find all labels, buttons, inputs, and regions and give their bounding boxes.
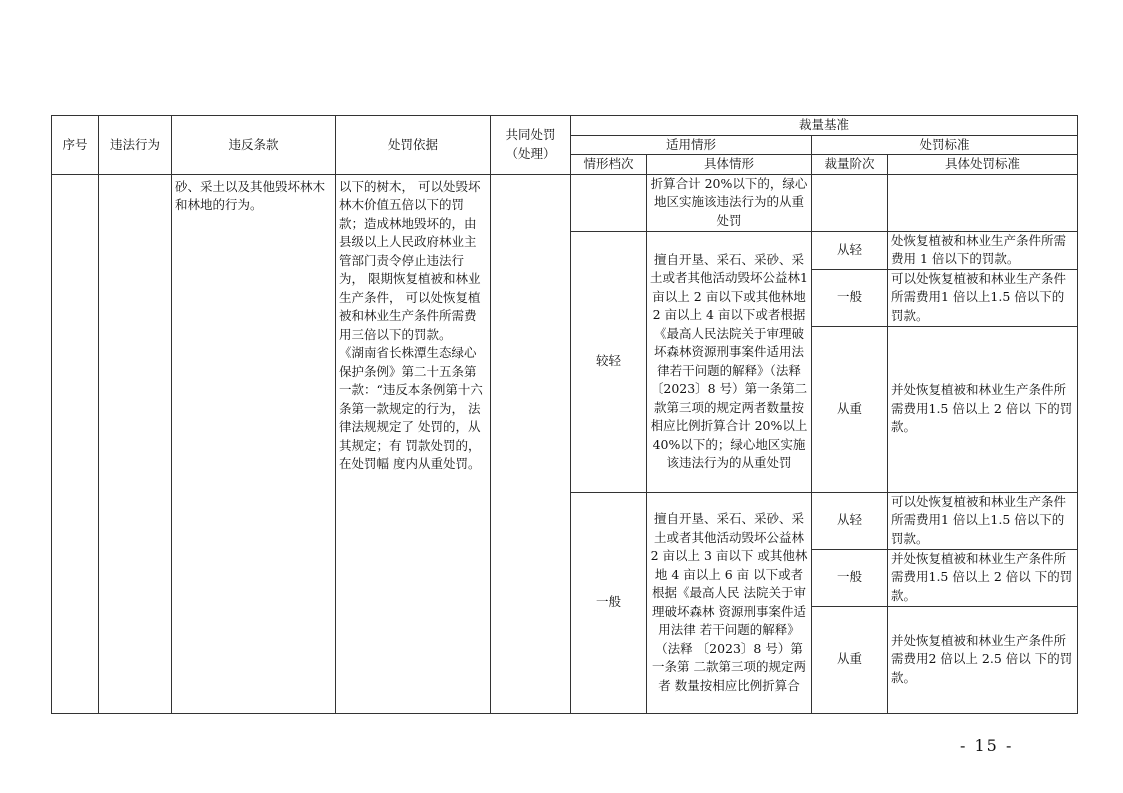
cell-joint-penalty bbox=[491, 174, 571, 713]
cell-level: 从轻 bbox=[812, 231, 888, 269]
cell-standard: 并处恢复植被和林业生产条件所需费用1.5 倍以上 2 倍以 下的罚款。 bbox=[888, 326, 1078, 492]
header-discretion-level: 裁量阶次 bbox=[812, 155, 888, 175]
cell-standard: 可以处恢复植被和林业生产条件所需费用1 倍以上1.5 倍以下的罚款。 bbox=[888, 269, 1078, 326]
header-joint-penalty: 共同处罚 （处理） bbox=[491, 116, 571, 175]
cell-penalty-basis: 以下的树木， 可以处毁坏林木价值五倍以下的罚款；造成林地毁坏的，由县级以上人民政府林业主管部门责令停止违法行为， 限期恢复植被和林业生产条件， 可以处恢复植被和林业生产条件所需费用三倍以下的罚款。 《湖南省长株潭生态绿心保护条例》第二十五条第一款：“违反本条例第十六条第一款规定的行为， 法律法规规定了 处罚的，从其规定；有 罚款处罚的，在处罚幅 度内从重处罚。 bbox=[336, 174, 491, 713]
cell-level: 从重 bbox=[812, 606, 888, 713]
cell-standard: 处恢复植被和林业生产条件所需费用 1 倍以下的罚款。 bbox=[888, 231, 1078, 269]
header-circumstance-grade: 情形档次 bbox=[571, 155, 647, 175]
cell-standard bbox=[888, 174, 1078, 231]
cell-grade: 一般 bbox=[571, 492, 647, 713]
cell-circumstance: 擅自开垦、采石、采砂、采土或者其他活动毁坏公益林 2 亩以上 3 亩以下 或其他林地 4 亩以上 6 亩 以下或者根据《最高人民 法院关于审理破坏森林 资源刑事案件适用法律 若干问题的解释》（法释 〔2023〕8 号）第一条第 二款第三项的规定两者 数量按相应比例折算合 bbox=[647, 492, 812, 713]
cell-level: 一般 bbox=[812, 269, 888, 326]
cell-level: 从轻 bbox=[812, 492, 888, 549]
cell-standard: 并处恢复植被和林业生产条件所需费用1.5 倍以上 2 倍以 下的罚款。 bbox=[888, 549, 1078, 606]
cell-level: 从重 bbox=[812, 326, 888, 492]
cell-violation bbox=[99, 174, 172, 713]
header-penalty-standard: 处罚标准 bbox=[812, 135, 1078, 155]
cell-seq bbox=[52, 174, 99, 713]
header-specific-penalty-standard: 具体处罚标准 bbox=[888, 155, 1078, 175]
header-seq: 序号 bbox=[52, 116, 99, 175]
cell-circumstance: 擅自开垦、采石、采砂、采土或者其他活动毁坏公益林1 亩以上 2 亩以下或其他林地 2 亩以上 4 亩以下或者根据《最高人民法院关于审理破坏森林资源刑事案件适用法律若干问题的解释》（法释〔2023〕8 号）第一条第二款第三项的规定两者数量按相应比例折算合计 20%以上 40%以下的；绿心地区实施该违法行为的从重处罚 bbox=[647, 231, 812, 492]
header-specific-circumstance: 具体情形 bbox=[647, 155, 812, 175]
cell-standard: 可以处恢复植被和林业生产条件所需费用1 倍以上1.5 倍以下的罚款。 bbox=[888, 492, 1078, 549]
header-violated-clause: 违反条款 bbox=[172, 116, 336, 175]
table-row bbox=[52, 174, 1078, 231]
cell-grade: 较轻 bbox=[571, 231, 647, 492]
header-penalty-basis: 处罚依据 bbox=[336, 116, 491, 175]
header-applicable-circumstances: 适用情形 bbox=[571, 135, 812, 155]
cell-violated-clause: 砂、采土以及其他毁坏林木和林地的行为。 bbox=[172, 174, 336, 713]
cell-circumstance: 折算合计 20%以下的，绿心地区实施该违法行为的从重处罚 bbox=[647, 174, 812, 231]
cell-level: 一般 bbox=[812, 549, 888, 606]
cell-grade bbox=[571, 174, 647, 231]
header-violation: 违法行为 bbox=[99, 116, 172, 175]
penalty-discretion-table bbox=[51, 115, 1078, 714]
page-number: - 15 - bbox=[960, 736, 1014, 755]
cell-level bbox=[812, 174, 888, 231]
header-discretion-benchmark: 裁量基准 bbox=[571, 116, 1078, 136]
cell-standard: 并处恢复植被和林业生产条件所需费用2 倍以上 2.5 倍以 下的罚款。 bbox=[888, 606, 1078, 713]
